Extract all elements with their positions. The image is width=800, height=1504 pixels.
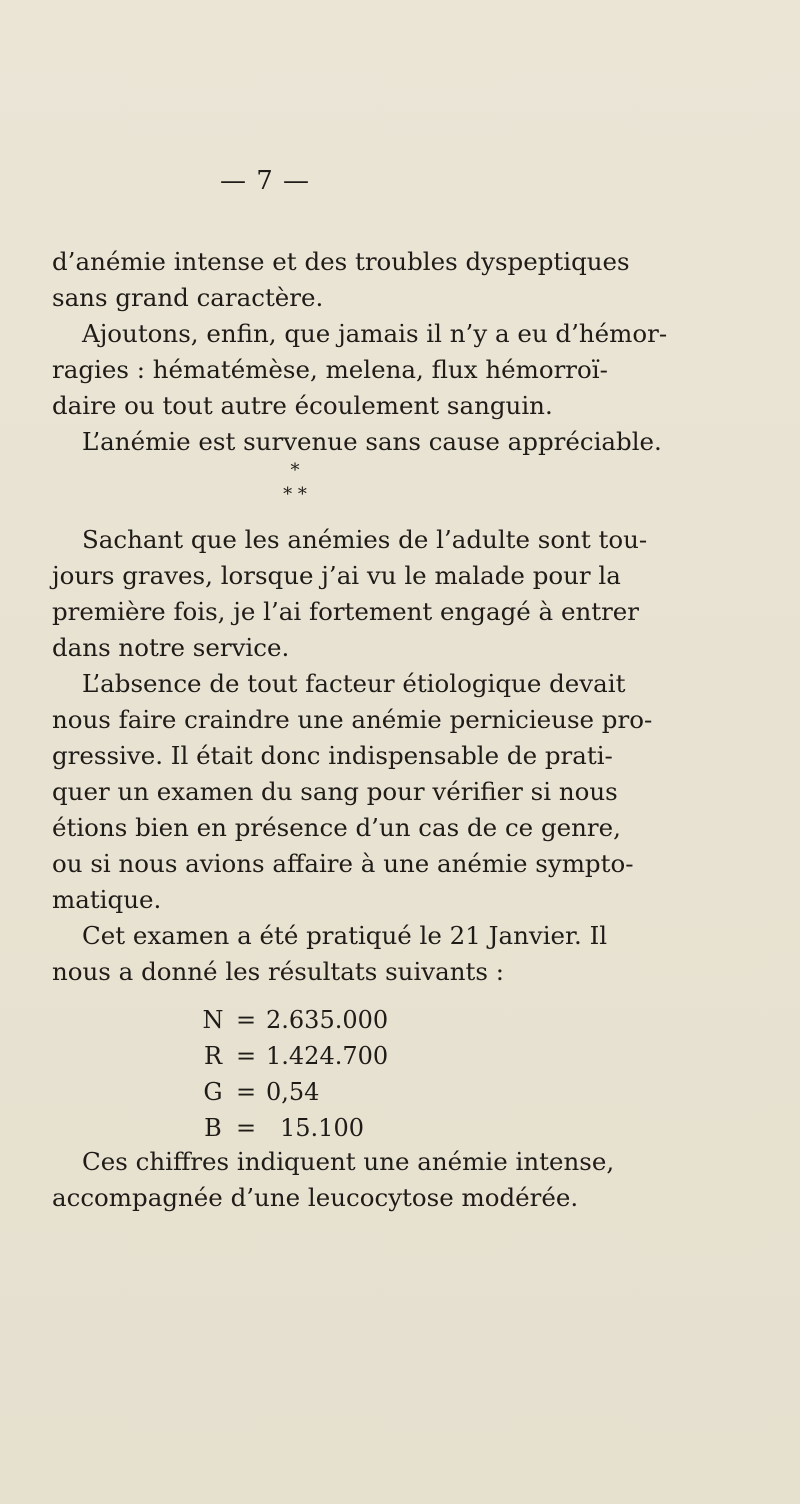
text-line: Ajoutons, enfin, que jamais il n’y a eu d’hémor-: [82, 319, 668, 348]
paragraph-conclusion: [52, 1144, 615, 1216]
equals-sign: =: [235, 1006, 257, 1034]
text-line: Cet examen a été pratiqué le 21 Janvier. Il: [82, 921, 608, 950]
text-line: nous a donné les résultats suivants :: [52, 957, 504, 986]
result-value: 2.635.000: [266, 1006, 389, 1034]
text-line: ou si nous avions affaire à une anémie sympto-: [52, 849, 634, 878]
text-line: étions bien en présence d’un cas de ce genre,: [52, 813, 621, 842]
result-row: [200, 1110, 388, 1146]
page-number: — 7 —: [219, 166, 311, 196]
result-label: G: [203, 1078, 223, 1106]
result-label: N: [202, 1006, 224, 1034]
text-line: L’absence de tout facteur étiologique devait: [82, 669, 626, 698]
section-separator-bottom: * *: [283, 484, 307, 505]
result-row: [200, 1038, 388, 1074]
text-line: dans notre service.: [52, 633, 290, 662]
paragraph-symptoms: [52, 244, 668, 460]
text-line: matique.: [52, 885, 162, 914]
text-line: nous faire craindre une anémie pernicieuse pro-: [52, 705, 653, 734]
equals-sign: =: [235, 1114, 257, 1142]
result-label: R: [203, 1042, 223, 1070]
result-value: 1.424.700: [266, 1042, 389, 1070]
blood-count-results: [200, 1002, 388, 1146]
text-line: première fois, je l’ai fortement engagé à entrer: [52, 597, 639, 626]
equals-sign: =: [235, 1042, 257, 1070]
text-line: gressive. Il était donc indispensable de prati-: [52, 741, 613, 770]
text-line: Ces chiffres indiquent une anémie intense,: [82, 1147, 615, 1176]
result-row: [200, 1002, 388, 1038]
result-value: 15.100: [280, 1114, 364, 1142]
section-separator-top: *: [290, 460, 300, 481]
text-line: d’anémie intense et des troubles dyspeptiques: [52, 247, 630, 276]
text-line: jours graves, lorsque j’ai vu le malade pour la: [52, 561, 621, 590]
result-label: B: [204, 1114, 222, 1142]
text-line: daire ou tout autre écoulement sanguin.: [52, 391, 553, 420]
text-line: L’anémie est survenue sans cause appréciable.: [82, 427, 662, 456]
text-line: accompagnée d’une leucocytose modérée.: [52, 1183, 579, 1212]
result-value: 0,54: [266, 1078, 320, 1106]
text-line: Sachant que les anémies de l’adulte sont tou-: [82, 525, 648, 554]
text-line: sans grand caractère.: [52, 283, 324, 312]
paragraph-examination: [52, 522, 653, 990]
text-line: ragies : hématémèse, melena, flux hémorroï-: [52, 355, 608, 384]
equals-sign: =: [235, 1078, 257, 1106]
result-row: [200, 1074, 388, 1110]
text-line: quer un examen du sang pour vérifier si nous: [52, 777, 618, 806]
